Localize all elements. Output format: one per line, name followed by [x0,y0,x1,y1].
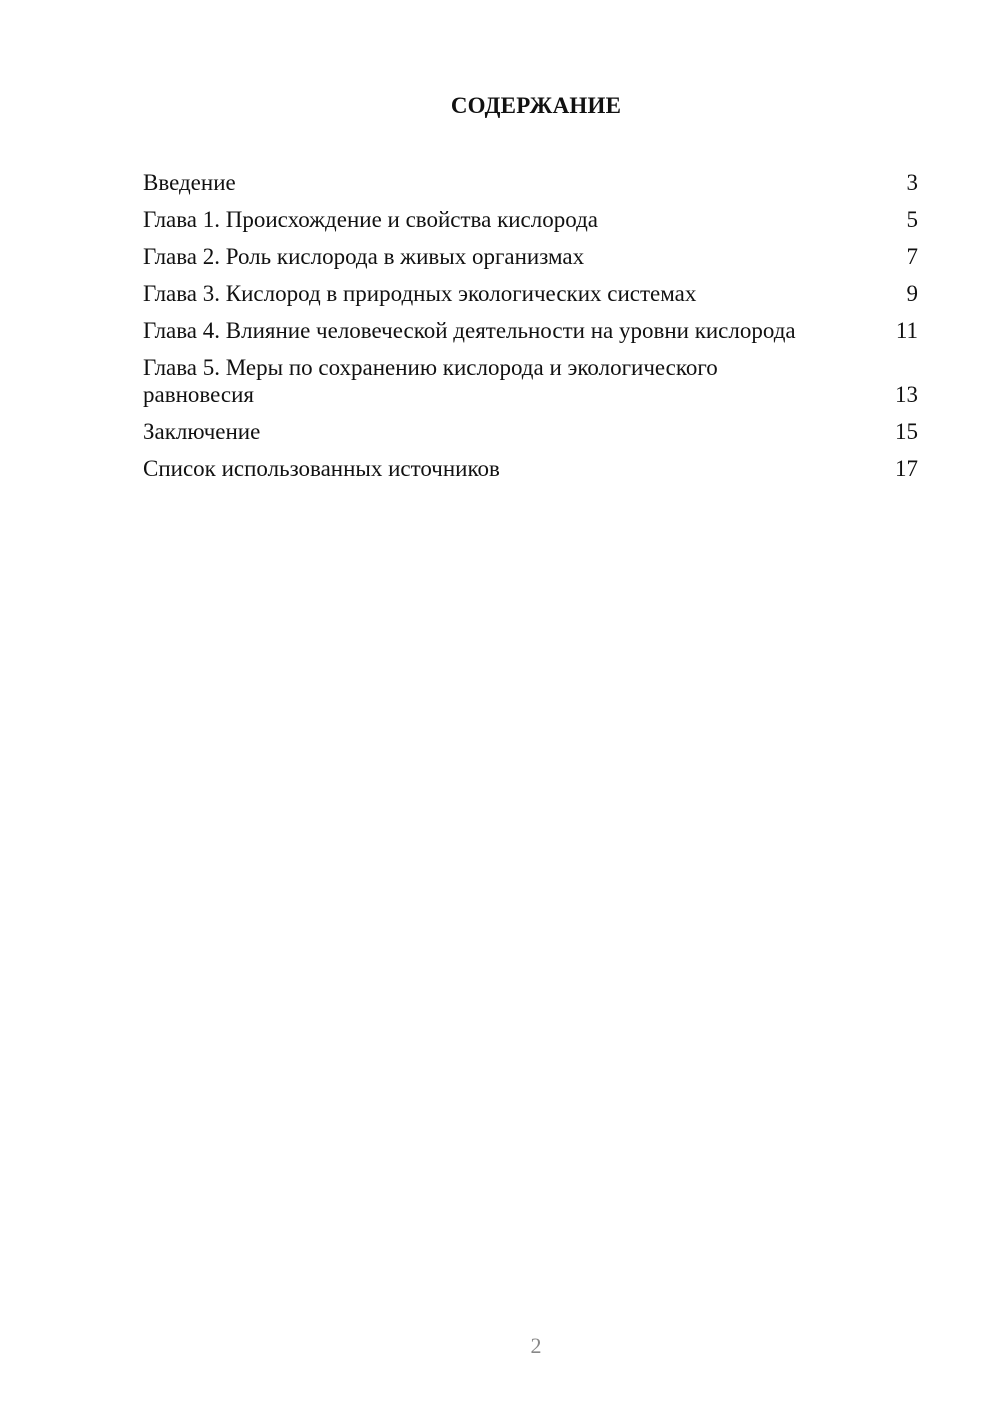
toc-entry-title: Список использованных источников [143,456,500,481]
page-title: СОДЕРЖАНИЕ [450,93,622,118]
toc-entry-references [143,455,918,482]
toc-entry-page: 9 [906,281,918,306]
toc-entry-title: Глава 1. Происхождение и свойства кислорода [143,207,598,232]
toc-entry-page: 11 [895,318,918,343]
toc-entry-page: 17 [895,456,918,481]
toc-entry-chapter-3 [143,280,918,307]
toc-entry-page: 15 [895,419,918,444]
toc-entry-introduction [143,169,918,196]
toc-entry-page: 7 [906,244,918,269]
toc-entry-conclusion [143,418,918,445]
toc-entry-page: 5 [906,207,918,232]
toc-entry-title: Глава 5. Меры по сохранению кислорода и экологического равновесия [143,355,718,407]
toc-entry-chapter-5 [143,354,918,408]
table-of-contents [143,169,918,492]
toc-entry-chapter-1 [143,206,918,233]
page-number: 2 [530,1333,542,1358]
toc-entry-title: Глава 2. Роль кислорода в живых организмах [143,244,585,269]
toc-entry-title: Глава 4. Влияние человеческой деятельности на уровни кислорода [143,318,796,343]
toc-entry-title: Заключение [143,419,261,444]
toc-entry-page: 3 [906,170,918,195]
toc-entry-title: Введение [143,170,236,195]
toc-entry-chapter-4 [143,317,918,344]
toc-entry-title: Глава 3. Кислород в природных экологических системах [143,281,697,306]
toc-entry-chapter-2 [143,243,918,270]
toc-entry-page: 13 [895,382,918,407]
